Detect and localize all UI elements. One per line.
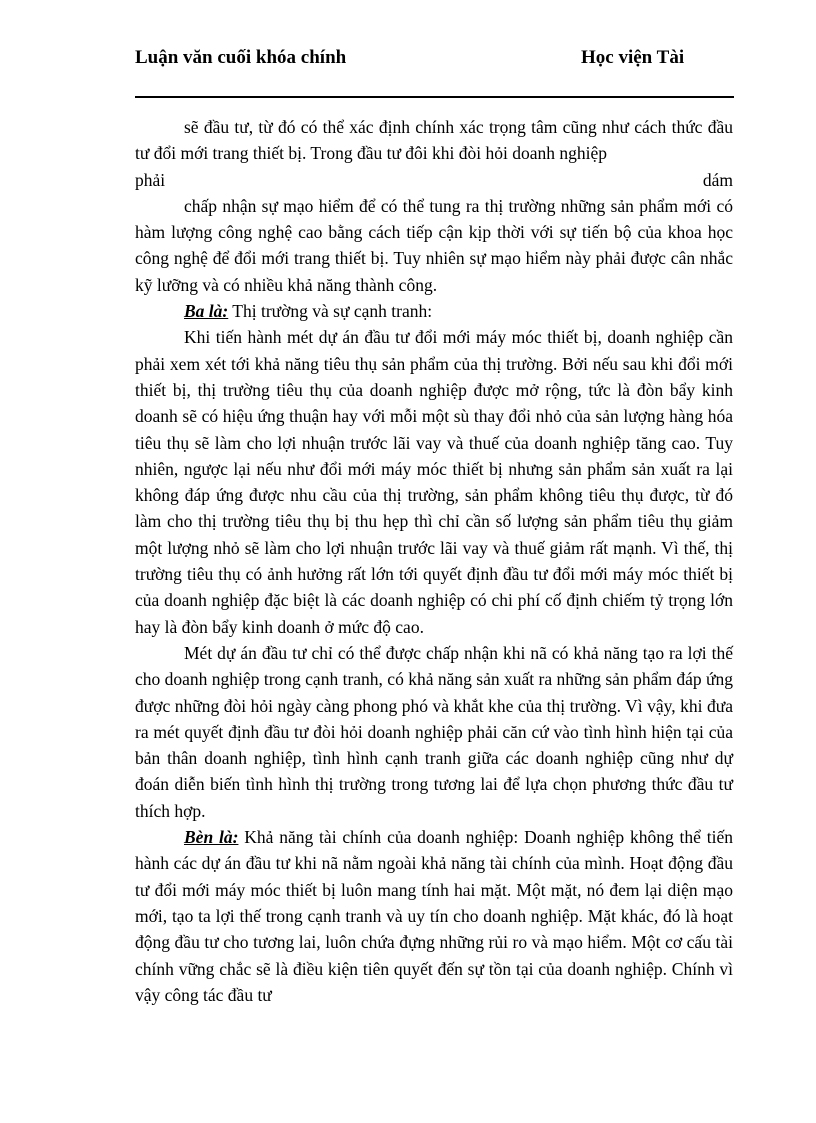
section-lead-bon-la: Bèn là: bbox=[184, 827, 239, 848]
section-title-market: Thị trường và sự cạnh tranh: bbox=[228, 301, 433, 322]
header-institution: Học viện Tài bbox=[581, 47, 685, 68]
page-header bbox=[135, 46, 733, 96]
spread-word-left: phải bbox=[135, 169, 166, 190]
section-lead-ba-la: Ba là: bbox=[184, 301, 229, 322]
paragraph-financial-capacity bbox=[135, 824, 733, 1008]
paragraph-investment-focus: sẽ đầu tư, từ đó có thể xác định chính xác trọng tâm cũng như cách thức đầu tư đổi mới trang thiết bị. Trong đầu tư đôi khi đòi hỏi doanh nghiệp bbox=[135, 117, 733, 164]
header-thesis-title: Luận văn cuối khóa chính bbox=[135, 47, 347, 68]
paragraph-risk-acceptance: chấp nhận sự mạo hiểm để có thể tung ra thị trường những sản phẩm mới có hàm lượng công nghệ cao bằng cách tiếp cận kịp thời với sự tiến bộ của khoa học công nghệ để đổi mới trang thiết bị. Tuy nhiên sự mạo hiểm này phải được cân nhắc kỹ lưỡng và có nhiều khả năng thành công. bbox=[135, 195, 733, 295]
header-divider bbox=[135, 96, 734, 98]
paragraph-competition: Mét dự án đầu tư chỉ có thể được chấp nhận khi nã có khả năng tạo ra lợi thế cho doanh nghiệp trong cạnh tranh, có khả năng sản xuất ra những sản phẩm đáp ứng được những đòi hỏi ngày càng phong phó và khắt khe của thị trường. Vì vậy, khi đưa ra mét quyết định đầu tư đòi hỏi doanh nghiệp phải căn cứ vào tình hình hiện tại của bản thân doanh nghiệp, tình hình cạnh tranh giữa các doanh nghiệp cũng như dự đoán diễn biến tình hình thị trường trong tương lai để lựa chọn phương thức đầu tư thích hợp. bbox=[135, 642, 733, 821]
paragraph-heading-market bbox=[135, 298, 733, 324]
paragraph-market-consumption: Khi tiến hành mét dự án đầu tư đổi mới máy móc thiết bị, doanh nghiệp cần phải xem xét tới khả năng tiêu thụ sản phẩm của thị trường. Bởi nếu sau khi đổi mới thiết bị, thị trường tiêu thụ của doanh nghiệp được mở rộng, tức là đòn bẩy kinh doanh sẽ có hiệu ứng thuận hay với mỗi một sù thay đổi nhỏ của sản lượng hàng hóa tiêu thụ sẽ làm cho lợi nhuận trước lãi vay và thuế của doanh nghiệp tăng cao. Tuy nhiên, ngược lại nếu như đổi mới máy móc thiết bị nhưng sản phẩm sản xuất ra lại không đáp ứng được nhu cầu của thị trường, sản phẩm không tiêu thụ được, từ đó làm cho thị trường tiêu thụ bị thu hẹp thì chỉ cần số lượng sản phẩm tiêu thụ giảm một lượng nhỏ sẽ làm cho lợi nhuận trước lãi vay và thuế giảm rất mạnh. Vì thế, thị trường tiêu thụ có ảnh hưởng rất lớn tới quyết định đầu tư đổi mới máy móc thiết bị của doanh nghiệp đặc biệt là các doanh nghiệp có chi phí cố định chiếm tỷ trọng lớn hay là đòn bẩy kinh doanh ở mức độ cao. bbox=[135, 327, 733, 637]
document-body bbox=[135, 114, 733, 1008]
paragraph-spread-line bbox=[135, 167, 733, 193]
spread-word-right: dám bbox=[702, 169, 733, 190]
section-text-financial: Khả năng tài chính của doanh nghiệp: Doanh nghiệp không thể tiến hành các dự án đầu tư khi nã nằm ngoài khả năng tài chính của mình. Hoạt động đầu tư đổi mới máy móc thiết bị luôn mang tính hai mặt. Một mặt, nó đem lại diện mạo mới, tạo ta lợi thế trong cạnh tranh và uy tín cho doanh nghiệp. Mặt khác, đó là hoạt động đầu tư cho tương lai, luôn chứa đựng những rủi ro và mạo hiểm. Một cơ cấu tài chính vững chắc sẽ là điều kiện tiên quyết đến sự tồn tại của doanh nghiệp. Chính vì vậy công tác đầu tư bbox=[135, 827, 733, 1005]
